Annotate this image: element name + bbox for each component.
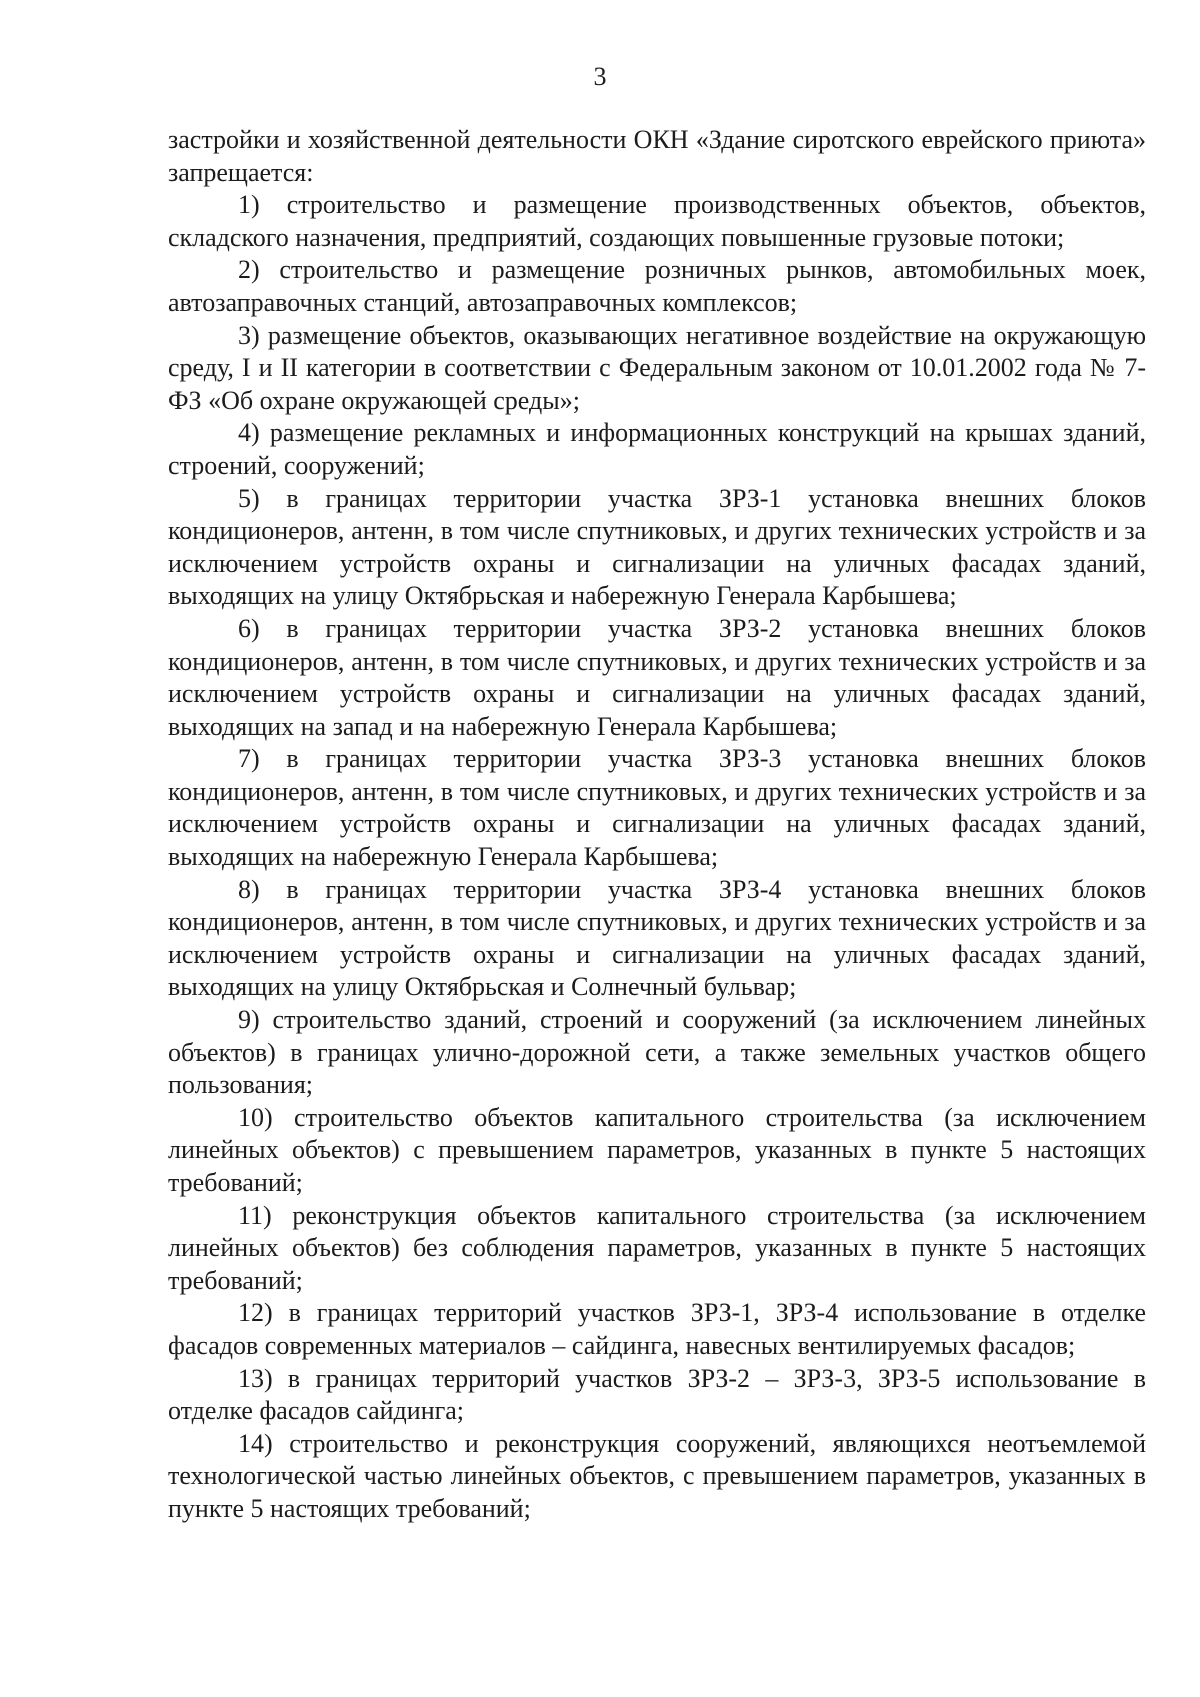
list-item-1: 1) строительство и размещение производственных объектов, объектов, складского назначения, предприятий, создающих повышенные грузовые потоки; <box>168 190 1146 252</box>
list-item-4: 4) размещение рекламных и информационных конструкций на крышах зданий, строений, сооружений; <box>168 418 1146 480</box>
list-item-8: 8) в границах территории участка ЗРЗ-4 установка внешних блоков кондиционеров, антенн, в том числе спутниковых, и других технических устройств и за исключением устройств охраны и сигнализации на уличных фасадах зданий, выходящих на улицу Октябрьская и Солнечный бульвар; <box>168 874 1146 1002</box>
list-item-3: 3) размещение объектов, оказывающих негативное воздействие на окружающую среду, I и II категории в соответствии с Федеральным законом от 10.01.2002 года № 7-ФЗ «Об охране окружающей среды»; <box>168 320 1146 415</box>
list-item-10: 10) строительство объектов капитального строительства (за исключением линейных объектов) с превышением параметров, указанных в пункте 5 настоящих требований; <box>168 1102 1146 1197</box>
list-item-6: 6) в границах территории участка ЗРЗ-2 установка внешних блоков кондиционеров, антенн, в том числе спутниковых, и других технических устройств и за исключением устройств охраны и сигнализации на уличных фасадах зданий, выходящих на запад и на набережную Генерала Карбышева; <box>168 613 1146 741</box>
list-item-5: 5) в границах территории участка ЗРЗ-1 установка внешних блоков кондиционеров, антенн, в том числе спутниковых, и других технических устройств и за исключением устройств охраны и сигнализации на уличных фасадах зданий, выходящих на улицу Октябрьская и набережную Генерала Карбышева; <box>168 483 1146 611</box>
list-item-11: 11) реконструкция объектов капитального строительства (за исключением линейных объектов) без соблюдения параметров, указанных в пункте 5 настоящих требований; <box>168 1200 1146 1295</box>
page-number: 3 <box>593 62 607 91</box>
list-item-9: 9) строительство зданий, строений и сооружений (за исключением линейных объектов) в границах улично-дорожной сети, а также земельных участков общего пользования; <box>168 1005 1146 1100</box>
list-item-7: 7) в границах территории участка ЗРЗ-3 установка внешних блоков кондиционеров, антенн, в том числе спутниковых, и других технических устройств и за исключением устройств охраны и сигнализации на уличных фасадах зданий, выходящих на набережную Генерала Карбышева; <box>168 744 1146 872</box>
intro-paragraph: застройки и хозяйственной деятельности ОКН «Здание сиротского еврейского приюта» запрещается: <box>168 125 1146 187</box>
document-body <box>168 124 1146 1526</box>
list-item-14: 14) строительство и реконструкция сооружений, являющихся неотъемлемой технологической частью линейных объектов, с превышением параметров, указанных в пункте 5 настоящих требований; <box>168 1428 1146 1523</box>
list-item-12: 12) в границах территорий участков ЗРЗ-1, ЗРЗ-4 использование в отделке фасадов современных материалов – сайдинга, навесных вентилируемых фасадов; <box>168 1298 1146 1360</box>
list-item-13: 13) в границах территорий участков ЗРЗ-2 – ЗРЗ-3, ЗРЗ-5 использование в отделке фасадов сайдинга; <box>168 1363 1146 1426</box>
list-item-2: 2) строительство и размещение розничных рынков, автомобильных моек, автозаправочных станций, автозаправочных комплексов; <box>168 255 1146 317</box>
